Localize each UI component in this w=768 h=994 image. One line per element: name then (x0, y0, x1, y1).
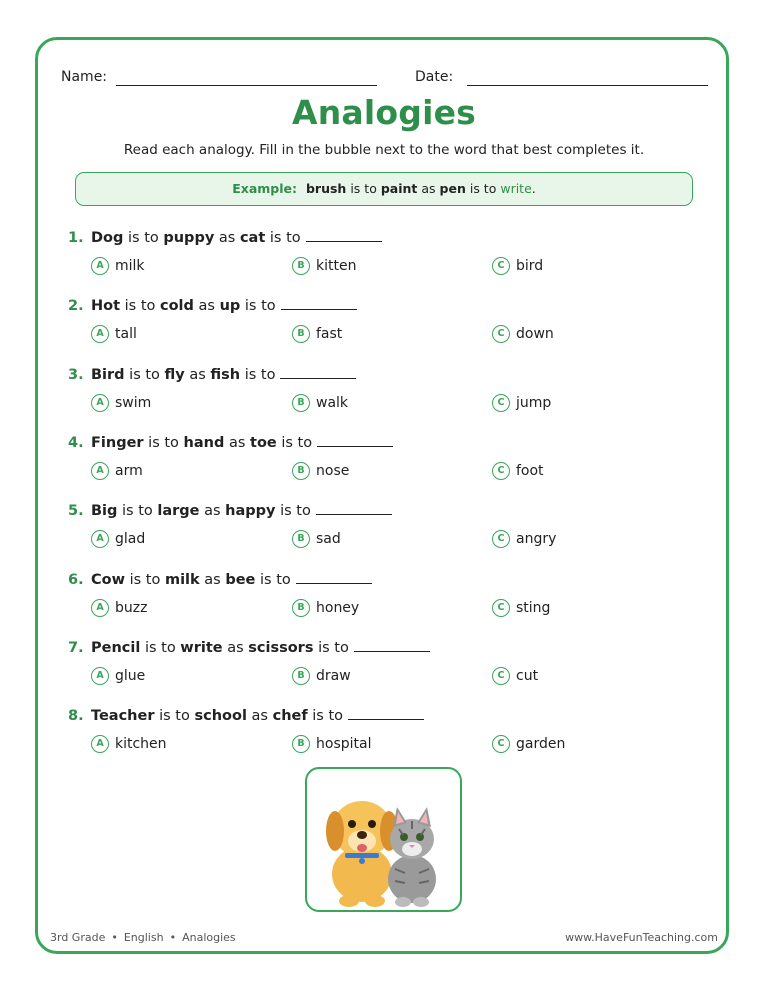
answer-bubble[interactable]: A (91, 599, 109, 617)
analogy-connector: is to (260, 572, 291, 588)
question-2 (68, 297, 357, 319)
option-label: glue (115, 668, 146, 684)
analogy-connector: as (189, 367, 206, 383)
option-label: walk (316, 395, 349, 411)
analogy-connector: as (227, 640, 244, 656)
puppy-and-kitten-illustration (307, 769, 460, 910)
answer-option[interactable] (492, 462, 544, 482)
analogy-word: Teacher (91, 708, 155, 724)
option-label: draw (316, 668, 351, 684)
answer-bubble[interactable]: B (292, 394, 310, 412)
analogy-word: happy (225, 503, 276, 519)
option-label: arm (115, 463, 143, 479)
analogy-word: milk (164, 572, 200, 588)
analogy-connector: is to (124, 298, 156, 314)
answer-option[interactable] (91, 667, 145, 687)
answer-blank[interactable] (348, 707, 424, 720)
bullet-icon: • (169, 931, 177, 944)
analogy-connector: is to (318, 640, 349, 656)
option-label: kitchen (115, 736, 167, 752)
option-label: nose (316, 463, 350, 479)
answer-blank[interactable] (316, 502, 392, 515)
answer-option[interactable] (292, 667, 351, 687)
answer-option[interactable] (492, 257, 543, 277)
footer-tags (50, 931, 236, 944)
answer-bubble[interactable]: B (292, 599, 310, 617)
analogy-word: school (194, 708, 247, 724)
name-field[interactable] (116, 85, 377, 86)
analogy-word: scissors (248, 640, 314, 656)
answer-option[interactable] (292, 325, 342, 345)
question-number: 8. (68, 708, 84, 724)
analogy-word: Pencil (91, 640, 141, 656)
option-label: garden (516, 736, 566, 752)
answer-bubble[interactable]: A (91, 257, 109, 275)
analogy-word: hand (183, 435, 225, 451)
analogy-connector: as (198, 298, 215, 314)
answer-option[interactable] (492, 599, 550, 619)
illustration-box (305, 767, 462, 912)
analogy-word: Cow (91, 572, 125, 588)
answer-bubble[interactable]: B (292, 462, 310, 480)
option-label: fast (316, 326, 343, 342)
option-label: bird (516, 258, 544, 274)
answer-bubble[interactable]: A (91, 394, 109, 412)
example-box (75, 172, 693, 206)
analogy-word: fish (210, 367, 241, 383)
answer-bubble[interactable]: C (492, 735, 510, 753)
question-number: 7. (68, 640, 84, 656)
analogy-connector: is to (144, 640, 176, 656)
example-word-1: brush (305, 181, 347, 196)
analogy-word: Bird (91, 367, 125, 383)
example-connector: is to (350, 181, 377, 196)
answer-bubble[interactable]: B (292, 667, 310, 685)
instructions: Read each analogy. Fill in the bubble next to the word that best completes it. (123, 142, 645, 158)
answer-bubble[interactable]: A (91, 462, 109, 480)
example-connector: as (421, 181, 436, 196)
question-5 (68, 502, 392, 524)
analogy-connector: is to (281, 435, 313, 451)
answer-blank[interactable] (296, 571, 372, 584)
analogy-connector: is to (269, 230, 301, 246)
option-label: jump (516, 395, 552, 411)
option-label: sting (516, 600, 551, 616)
answer-bubble[interactable]: C (492, 325, 510, 343)
footer-site: www.HaveFunTeaching.com (565, 931, 718, 944)
kitten-icon (388, 807, 436, 907)
option-label: foot (516, 463, 544, 479)
option-label: hospital (316, 736, 372, 752)
analogy-word: up (219, 298, 241, 314)
analogy-word: large (157, 503, 200, 519)
analogy-connector: is to (312, 708, 344, 724)
answer-bubble[interactable]: A (91, 735, 109, 753)
answer-option[interactable] (492, 735, 565, 755)
name-label: Name: (61, 69, 108, 85)
analogy-word: cat (239, 230, 266, 246)
answer-option[interactable] (292, 735, 371, 755)
answer-bubble[interactable]: A (91, 325, 109, 343)
analogy-connector: is to (244, 298, 276, 314)
answer-option[interactable] (292, 599, 359, 619)
analogy-connector: as (204, 572, 221, 588)
analogy-word: bee (225, 572, 256, 588)
footer-grade: 3rd Grade (50, 931, 106, 944)
answer-option[interactable] (292, 257, 356, 277)
answer-blank[interactable] (317, 434, 393, 447)
example-connector: is to (469, 181, 497, 196)
option-label: honey (316, 600, 360, 616)
option-label: kitten (316, 258, 357, 274)
analogy-word: Finger (91, 435, 144, 451)
answer-bubble[interactable]: A (91, 667, 109, 685)
question-number: 1. (68, 230, 84, 246)
answer-blank[interactable] (306, 229, 382, 242)
analogy-word: Hot (91, 298, 121, 314)
question-number: 4. (68, 435, 84, 451)
answer-option[interactable] (91, 325, 137, 345)
option-label: down (516, 326, 554, 342)
option-label: cut (516, 668, 539, 684)
option-label: glad (115, 531, 146, 547)
answer-bubble[interactable]: C (492, 394, 510, 412)
question-number: 6. (68, 572, 84, 588)
answer-bubble[interactable]: C (492, 462, 510, 480)
analogy-connector: as (204, 503, 221, 519)
analogy-word: cold (160, 298, 194, 314)
answer-option[interactable] (492, 667, 538, 687)
analogy-connector: is to (129, 367, 160, 383)
answer-blank[interactable] (280, 366, 356, 379)
page-title: Analogies (291, 93, 477, 132)
answer-option[interactable] (292, 462, 349, 482)
question-3 (68, 366, 356, 388)
answer-bubble[interactable]: C (492, 667, 510, 685)
analogy-word: Big (91, 503, 118, 519)
analogy-connector: as (228, 435, 246, 451)
analogy-word: Dog (91, 230, 124, 246)
example-period: . (531, 181, 536, 196)
analogy-connector: is to (148, 435, 179, 451)
answer-option[interactable] (91, 530, 145, 550)
option-label: milk (115, 258, 145, 274)
answer-bubble[interactable]: B (292, 530, 310, 548)
answer-option[interactable] (91, 257, 145, 277)
question-6 (68, 571, 372, 593)
answer-bubble[interactable]: C (492, 257, 510, 275)
answer-option[interactable] (492, 394, 551, 414)
question-7 (68, 639, 430, 661)
analogy-word: toe (250, 435, 277, 451)
question-8 (68, 707, 424, 729)
answer-bubble[interactable]: C (492, 599, 510, 617)
analogy-connector: is to (128, 230, 159, 246)
answer-option[interactable] (91, 394, 151, 414)
example-word-2: paint (380, 181, 418, 196)
answer-option[interactable] (292, 394, 348, 414)
answer-option[interactable] (292, 530, 341, 550)
answer-bubble[interactable]: A (91, 530, 109, 548)
date-field[interactable] (467, 85, 708, 86)
question-number: 5. (68, 503, 84, 519)
analogy-connector: is to (280, 503, 311, 519)
answer-option[interactable] (492, 530, 556, 550)
example-label: Example: (232, 181, 297, 196)
question-4 (68, 434, 393, 456)
answer-bubble[interactable]: B (292, 257, 310, 275)
example-answer: write (500, 181, 532, 196)
question-number: 3. (68, 367, 84, 383)
option-label: sad (316, 531, 341, 547)
question-number: 2. (68, 298, 84, 314)
answer-bubble[interactable]: B (292, 735, 310, 753)
analogy-word: chef (272, 708, 308, 724)
answer-option[interactable] (91, 735, 167, 755)
option-label: buzz (115, 600, 148, 616)
puppy-icon (326, 801, 398, 907)
option-label: swim (115, 395, 152, 411)
answer-bubble[interactable]: B (292, 325, 310, 343)
analogy-connector: as (218, 230, 236, 246)
example-word-3: pen (439, 181, 466, 196)
question-1 (68, 229, 382, 251)
answer-bubble[interactable]: C (492, 530, 510, 548)
date-label: Date: (415, 69, 454, 85)
option-label: angry (516, 531, 557, 547)
analogy-word: fly (164, 367, 185, 383)
answer-blank[interactable] (354, 639, 430, 652)
answer-option[interactable] (91, 599, 147, 619)
footer-subject: English (123, 931, 164, 944)
analogy-connector: is to (159, 708, 190, 724)
analogy-connector: is to (244, 367, 276, 383)
bullet-icon: • (111, 931, 118, 944)
analogy-connector: is to (122, 503, 153, 519)
answer-option[interactable] (91, 462, 143, 482)
option-label: tall (115, 326, 137, 342)
analogy-connector: as (251, 708, 268, 724)
answer-blank[interactable] (281, 297, 357, 310)
analogy-word: puppy (163, 230, 215, 246)
analogy-word: write (180, 640, 223, 656)
analogy-connector: is to (129, 572, 161, 588)
footer-topic: Analogies (182, 931, 236, 944)
answer-option[interactable] (492, 325, 554, 345)
